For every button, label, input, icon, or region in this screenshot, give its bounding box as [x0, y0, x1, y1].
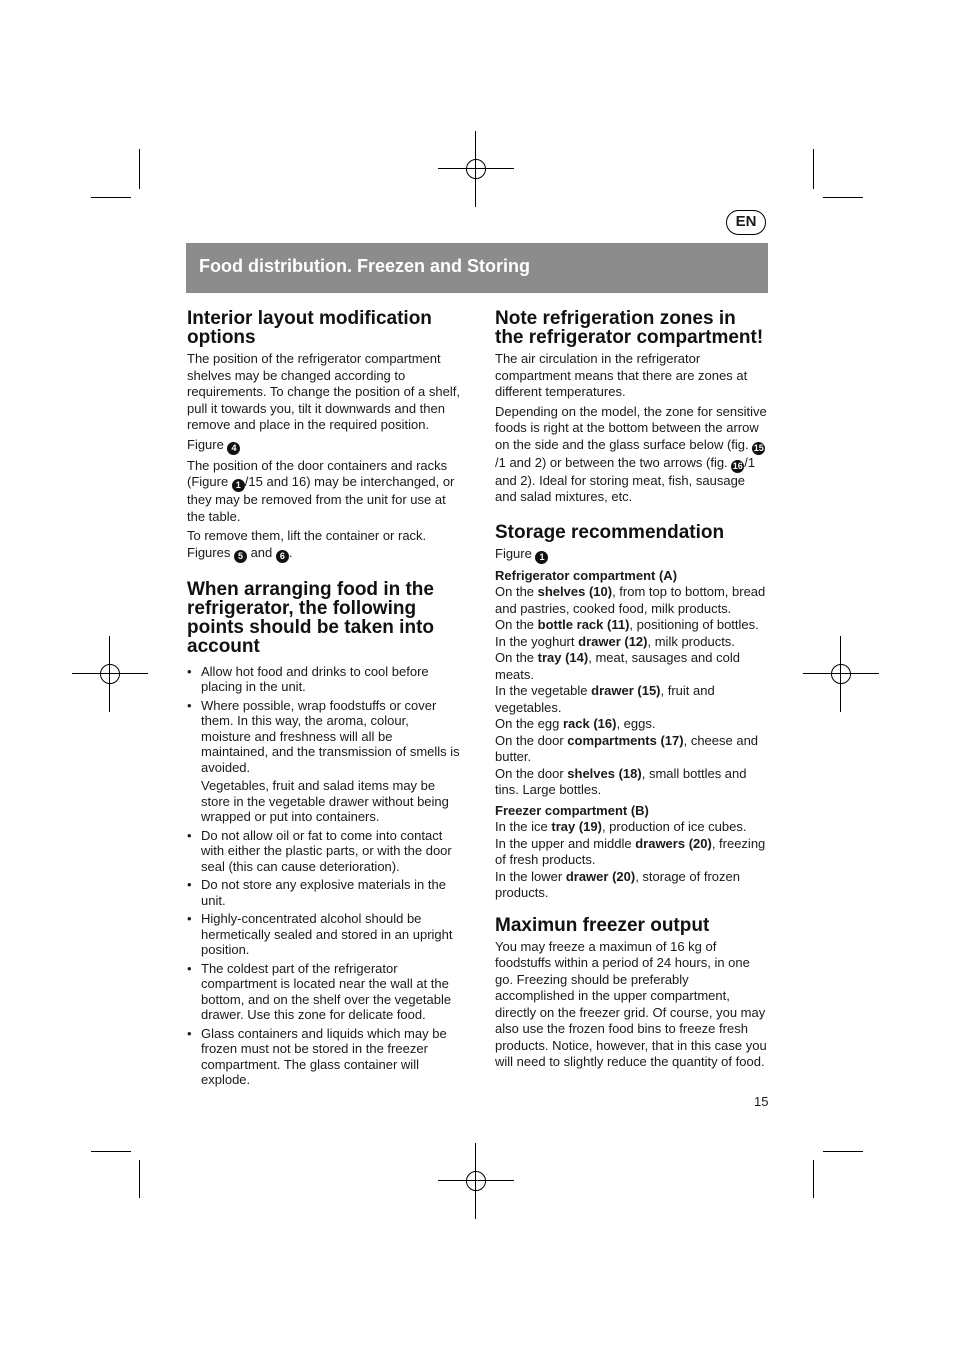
storage-item: On the door shelves (18), small bottles and tins. Large bottles. — [495, 765, 747, 797]
paragraph: The air circulation in the refrigerator compartment means that there are zones at different temperatures. — [495, 351, 748, 399]
crop-mark — [823, 197, 863, 198]
storage-item: On the tray (14), meat, sausages and cold meats. — [495, 650, 740, 682]
storage-item: On the bottle rack (11), positioning of bottles. — [495, 617, 759, 632]
right-column — [495, 309, 767, 1074]
crop-mark — [813, 149, 814, 189]
heading-storage-recommendation: Storage recommendation — [495, 521, 725, 543]
figure-number-icon: 5 — [234, 550, 247, 563]
heading-refrigeration-zones: Note refrigeration zones in the refrigerator compartment! — [495, 308, 764, 348]
storage-item: In the ice tray (19), production of ice cubes. — [495, 819, 747, 834]
section-title: Food distribution. Freezen and Storing — [186, 243, 768, 293]
registration-mark-icon — [438, 131, 514, 207]
subheading-freezer: Freezer compartment (B) — [495, 802, 649, 818]
figure-number-icon: 6 — [276, 550, 289, 563]
registration-mark-icon — [72, 636, 148, 712]
list-item-note: Vegetables, fruit and salad items may be store in the vegetable drawer without being wrapped or put into containers. — [201, 778, 449, 824]
storage-item: On the egg rack (16), eggs. — [495, 716, 656, 731]
crop-mark — [139, 1160, 140, 1198]
figure-number-icon: 4 — [227, 442, 240, 455]
registration-mark-icon — [438, 1143, 514, 1219]
subheading-refrigerator: Refrigerator compartment (A) — [495, 567, 678, 583]
paragraph: The position of the door containers and racks (Figure 1 /15 and 16) may be interchanged, or they may be removed from the unit for use at the table. — [187, 457, 455, 524]
crop-mark — [91, 197, 131, 198]
storage-item: In the lower drawer (20), storage of frozen products. — [495, 868, 740, 900]
figure-reference: Figure 1 — [495, 546, 767, 564]
storage-item: In the yoghurt drawer (12), milk products. — [495, 633, 735, 649]
list-item: • Highly-concentrated alcohol should be hermetically sealed and stored in an upright position. — [187, 911, 453, 957]
crop-mark — [91, 1151, 131, 1152]
left-column — [187, 309, 462, 1091]
figure-number-icon: 1 — [232, 479, 245, 492]
heading-arranging-food: When arranging food in the refrigerator, the following points should be taken into account — [187, 578, 434, 657]
heading-interior-layout: Interior layout modification options — [187, 308, 432, 348]
list-item: • Do not allow oil or fat to come into contact with either the plastic parts, or with the door seal (this can cause deterioration). — [187, 827, 452, 874]
figure-number-icon: 16 — [732, 460, 743, 471]
paragraph: Depending on the model, the zone for sensitive foods is right at the bottom between the arrow on the side and the glass surface below (fig. 15/1 and 2) or between the two arrows (fig. 16 /1 and 2). Ideal for storing meat, fish, sausage and salad mixtures, etc. — [495, 403, 767, 504]
crop-mark — [813, 1160, 814, 1198]
list-item: • Allow hot food and drinks to cool before placing in the unit. — [187, 663, 429, 694]
bullet-list — [187, 664, 462, 1088]
list-item: • Glass containers and liquids which may be frozen must not be stored in the freezer compartment. The glass container will explode. — [187, 1025, 447, 1087]
crop-mark — [823, 1151, 863, 1152]
paragraph: You may freeze a maximun of 16 kg of foodstuffs within a period of 24 hours, in one go. Freezing should be preferably accomplished in the upper compartment, directly on the freezer grid. Of course, you may also use the frozen food bins to freeze fresh products. Notice, however, that in this case you will need to slightly reduce the quantity of food. — [495, 938, 767, 1069]
crop-mark — [139, 149, 140, 189]
registration-mark-icon — [803, 636, 879, 712]
heading-freezer-output: Maximun freezer output — [495, 914, 710, 936]
storage-item: On the door compartments (17), cheese and butter. — [495, 732, 759, 764]
storage-item: In the upper and middle drawers (20), freezing of fresh products. — [495, 835, 766, 867]
list-item: • Where possible, wrap foodstuffs or cover them. In this way, the aroma, colour, moisture and freshness will all be maintained, and the transmission of smells is avoided. Vegetables, fruit and salad items may be store in the vegetable drawer without being wrapped or put into containers. — [187, 698, 462, 825]
paragraph: To remove them, lift the container or rack. Figures 5 and 6 . — [187, 528, 427, 561]
language-badge: EN — [726, 210, 766, 235]
figure-reference: Figure 4 — [187, 437, 462, 455]
page-number: 15 — [754, 1094, 769, 1109]
list-item: • The coldest part of the refrigerator compartment is located near the wall at the bottom, and on the shelf over the vegetable drawer. Use this zone for delicate food. — [187, 960, 452, 1022]
figure-number-icon: 1 — [535, 551, 548, 564]
storage-item: In the vegetable drawer (15), fruit and vegetables. — [495, 683, 715, 715]
storage-item: On the shelves (10), from top to bottom, bread and pastries, cooked food, milk products. — [495, 584, 766, 616]
figure-number-icon: 15 — [753, 442, 764, 453]
list-item: • Do not store any explosive materials in the unit. — [187, 877, 446, 908]
paragraph: The position of the refrigerator compartment shelves may be changed according to requirements. To change the position of a shelf, pull it towards you, tilt it downwards and then remove and place in the required position. — [187, 351, 460, 432]
